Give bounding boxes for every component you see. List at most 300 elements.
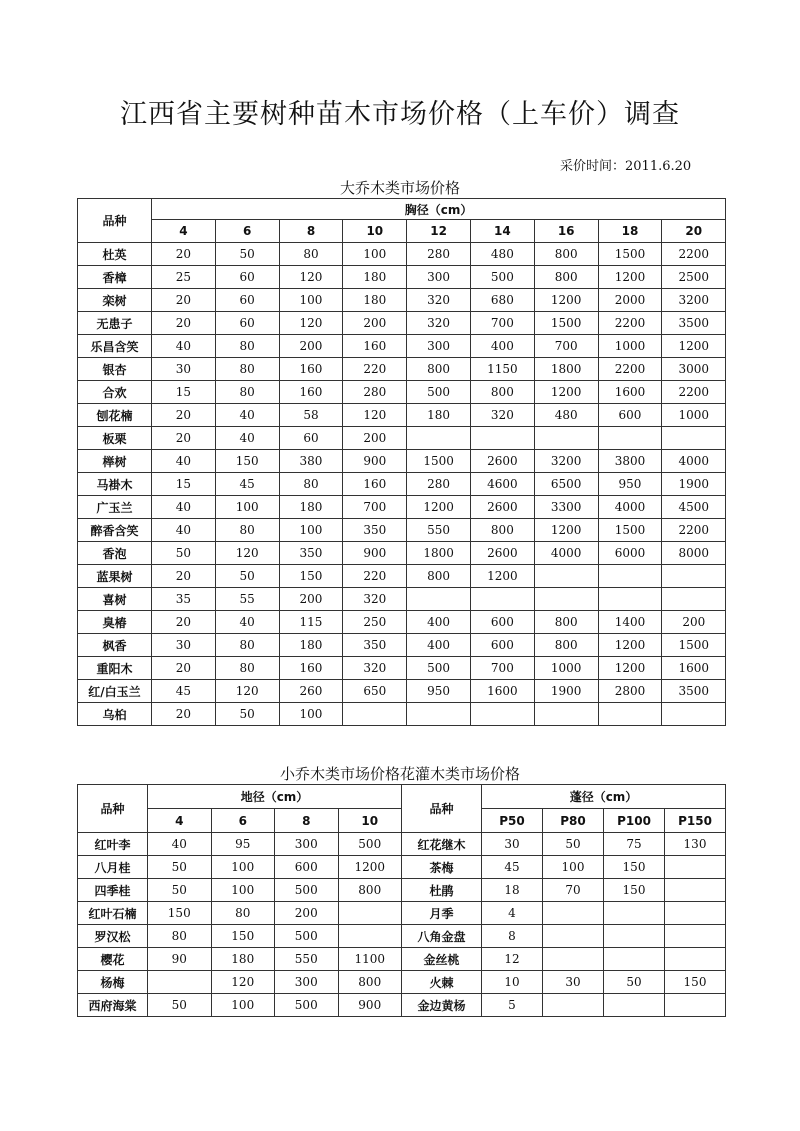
- price-cell: 280: [343, 381, 407, 404]
- price-cell: 200: [275, 902, 339, 925]
- size-header: 18: [598, 220, 662, 243]
- price-cell: 80: [148, 925, 212, 948]
- price-cell: 350: [343, 519, 407, 542]
- price-cell: 1200: [598, 657, 662, 680]
- size-header: 8: [275, 809, 339, 833]
- price-cell: 650: [343, 680, 407, 703]
- price-cell: 1200: [662, 335, 726, 358]
- price-cell: 120: [215, 542, 279, 565]
- price-cell: 300: [407, 335, 471, 358]
- variety-name: 金边黄杨: [402, 994, 482, 1017]
- price-cell: 800: [338, 879, 402, 902]
- variety-name: 马褂木: [78, 473, 152, 496]
- header-row: [78, 199, 726, 220]
- variety-name: 合欢: [78, 381, 152, 404]
- price-cell: 400: [407, 611, 471, 634]
- price-cell: 500: [407, 657, 471, 680]
- price-cell: 100: [279, 289, 343, 312]
- price-cell: 400: [470, 335, 534, 358]
- price-cell: 900: [343, 450, 407, 473]
- price-cell: 4000: [534, 542, 598, 565]
- price-cell: 1200: [598, 266, 662, 289]
- price-cell: 300: [407, 266, 471, 289]
- price-cell: [598, 588, 662, 611]
- price-cell: [543, 948, 604, 971]
- price-cell: 50: [148, 856, 212, 879]
- price-cell: 20: [152, 657, 216, 680]
- price-cell: 45: [152, 680, 216, 703]
- price-cell: 800: [534, 266, 598, 289]
- variety-name: 火棘: [402, 971, 482, 994]
- price-cell: 40: [148, 833, 212, 856]
- price-cell: 200: [343, 312, 407, 335]
- size-header: 4: [152, 220, 216, 243]
- table-row: [402, 948, 726, 971]
- price-cell: 50: [215, 243, 279, 266]
- price-cell: 160: [279, 657, 343, 680]
- price-cell: 90: [148, 948, 212, 971]
- price-cell: 800: [534, 634, 598, 657]
- price-cell: [470, 588, 534, 611]
- price-cell: 1200: [534, 519, 598, 542]
- table-row: [78, 450, 726, 473]
- price-cell: 800: [470, 381, 534, 404]
- price-cell: 80: [215, 381, 279, 404]
- variety-name: 月季: [402, 902, 482, 925]
- price-cell: 60: [215, 266, 279, 289]
- price-cell: 1150: [470, 358, 534, 381]
- small-trees-table: [77, 784, 402, 1017]
- price-cell: 350: [279, 542, 343, 565]
- price-cell: 1500: [662, 634, 726, 657]
- size-header: P50: [482, 809, 543, 833]
- variety-name: 樱花: [78, 948, 148, 971]
- name-header: 品种: [78, 785, 148, 833]
- price-cell: 120: [279, 312, 343, 335]
- table-row: [78, 519, 726, 542]
- price-cell: 320: [407, 312, 471, 335]
- price-cell: [534, 588, 598, 611]
- price-cell: [665, 856, 726, 879]
- price-cell: 1500: [407, 450, 471, 473]
- price-cell: 80: [215, 634, 279, 657]
- big-trees-caption: 大乔木类市场价格: [339, 179, 460, 197]
- table-row: [402, 833, 726, 856]
- price-cell: 800: [470, 519, 534, 542]
- price-cell: 60: [279, 427, 343, 450]
- table-row: [402, 925, 726, 948]
- price-cell: 5: [482, 994, 543, 1017]
- price-cell: 45: [482, 856, 543, 879]
- price-cell: 500: [470, 266, 534, 289]
- price-cell: 600: [598, 404, 662, 427]
- price-cell: 950: [407, 680, 471, 703]
- price-cell: 1100: [338, 948, 402, 971]
- price-cell: 80: [215, 519, 279, 542]
- price-cell: 75: [604, 833, 665, 856]
- price-cell: 280: [407, 473, 471, 496]
- variety-name: 乌桕: [78, 703, 152, 726]
- price-cell: 80: [215, 358, 279, 381]
- price-cell: 6500: [534, 473, 598, 496]
- table-row: [78, 266, 726, 289]
- price-cell: [470, 703, 534, 726]
- price-cell: 200: [279, 588, 343, 611]
- price-cell: 100: [215, 496, 279, 519]
- price-cell: 150: [665, 971, 726, 994]
- price-cell: 15: [152, 381, 216, 404]
- price-cell: 1400: [598, 611, 662, 634]
- price-cell: 15: [152, 473, 216, 496]
- price-cell: 1900: [662, 473, 726, 496]
- price-cell: 100: [279, 519, 343, 542]
- price-cell: 20: [152, 404, 216, 427]
- price-cell: 100: [343, 243, 407, 266]
- table-row: [78, 971, 402, 994]
- price-cell: 120: [211, 971, 275, 994]
- price-cell: 150: [604, 879, 665, 902]
- table-row: [78, 289, 726, 312]
- variety-name: 银杏: [78, 358, 152, 381]
- group-header: 地径（cm）: [148, 785, 402, 809]
- name-header: 品种: [78, 199, 152, 243]
- price-cell: 2200: [662, 243, 726, 266]
- price-cell: 1200: [407, 496, 471, 519]
- table-row: [402, 856, 726, 879]
- price-cell: 1200: [534, 381, 598, 404]
- table-row: [78, 680, 726, 703]
- shrubs-table: [401, 784, 726, 1017]
- price-cell: 4500: [662, 496, 726, 519]
- price-cell: 3200: [662, 289, 726, 312]
- variety-name: 乐昌含笑: [78, 335, 152, 358]
- price-cell: 20: [152, 427, 216, 450]
- price-cell: 1600: [470, 680, 534, 703]
- size-header: 8: [279, 220, 343, 243]
- price-cell: 600: [275, 856, 339, 879]
- price-cell: 1800: [534, 358, 598, 381]
- price-cell: 160: [279, 381, 343, 404]
- price-cell: 20: [152, 611, 216, 634]
- variety-name: 红花继木: [402, 833, 482, 856]
- price-cell: 700: [343, 496, 407, 519]
- price-cell: 800: [534, 243, 598, 266]
- price-cell: 550: [407, 519, 471, 542]
- price-cell: 500: [407, 381, 471, 404]
- price-cell: 700: [534, 335, 598, 358]
- price-cell: 20: [152, 243, 216, 266]
- price-cell: [407, 703, 471, 726]
- variety-name: 臭椿: [78, 611, 152, 634]
- price-cell: 320: [343, 588, 407, 611]
- variety-name: 醉香含笑: [78, 519, 152, 542]
- price-cell: 260: [279, 680, 343, 703]
- table-row: [78, 243, 726, 266]
- price-cell: 80: [215, 657, 279, 680]
- variety-name: 喜树: [78, 588, 152, 611]
- price-cell: [343, 703, 407, 726]
- price-cell: [665, 994, 726, 1017]
- name-header: 品种: [402, 785, 482, 833]
- price-cell: 30: [152, 634, 216, 657]
- variety-name: 红/白玉兰: [78, 680, 152, 703]
- price-cell: 1500: [534, 312, 598, 335]
- price-cell: 3200: [534, 450, 598, 473]
- price-cell: 100: [211, 856, 275, 879]
- price-cell: 1500: [598, 519, 662, 542]
- price-cell: 30: [482, 833, 543, 856]
- table-row: [402, 879, 726, 902]
- price-cell: 40: [215, 611, 279, 634]
- price-cell: 50: [604, 971, 665, 994]
- variety-name: 茶梅: [402, 856, 482, 879]
- price-cell: [534, 565, 598, 588]
- price-cell: [662, 588, 726, 611]
- variety-name: 西府海棠: [78, 994, 148, 1017]
- price-cell: 320: [343, 657, 407, 680]
- price-cell: 320: [470, 404, 534, 427]
- price-cell: 1000: [662, 404, 726, 427]
- price-cell: 600: [470, 634, 534, 657]
- price-cell: 10: [482, 971, 543, 994]
- price-cell: 1000: [534, 657, 598, 680]
- price-cell: 800: [534, 611, 598, 634]
- price-cell: 1200: [534, 289, 598, 312]
- price-cell: 950: [598, 473, 662, 496]
- price-cell: 4: [482, 902, 543, 925]
- price-cell: 500: [275, 994, 339, 1017]
- variety-name: 板栗: [78, 427, 152, 450]
- price-cell: [407, 588, 471, 611]
- price-cell: 20: [152, 312, 216, 335]
- price-cell: 80: [279, 473, 343, 496]
- size-header: 10: [338, 809, 402, 833]
- price-cell: 180: [343, 289, 407, 312]
- size-header: 10: [343, 220, 407, 243]
- variety-name: 刨花楠: [78, 404, 152, 427]
- price-cell: [598, 565, 662, 588]
- table-row: [78, 948, 402, 971]
- table-row: [78, 404, 726, 427]
- price-cell: 2800: [598, 680, 662, 703]
- table-row: [78, 335, 726, 358]
- price-cell: 800: [407, 358, 471, 381]
- price-cell: 40: [152, 335, 216, 358]
- price-cell: [407, 427, 471, 450]
- price-cell: 130: [665, 833, 726, 856]
- price-cell: 200: [279, 335, 343, 358]
- price-cell: 30: [152, 358, 216, 381]
- price-cell: 1600: [598, 381, 662, 404]
- variety-name: 杜英: [78, 243, 152, 266]
- price-cell: [665, 879, 726, 902]
- price-cell: 80: [211, 902, 275, 925]
- price-cell: [470, 427, 534, 450]
- price-cell: 35: [152, 588, 216, 611]
- price-cell: 80: [215, 335, 279, 358]
- table-row: [402, 994, 726, 1017]
- price-cell: 4000: [662, 450, 726, 473]
- price-cell: 480: [470, 243, 534, 266]
- price-cell: [662, 703, 726, 726]
- price-cell: [662, 427, 726, 450]
- price-cell: 2000: [598, 289, 662, 312]
- price-cell: 150: [279, 565, 343, 588]
- price-cell: 180: [407, 404, 471, 427]
- price-cell: 150: [211, 925, 275, 948]
- price-cell: 2600: [470, 450, 534, 473]
- size-header: 16: [534, 220, 598, 243]
- variety-name: 无患子: [78, 312, 152, 335]
- price-cell: 2200: [598, 358, 662, 381]
- price-cell: 320: [407, 289, 471, 312]
- price-cell: 120: [343, 404, 407, 427]
- price-cell: 1200: [470, 565, 534, 588]
- price-cell: 700: [470, 312, 534, 335]
- lower-caption: 小乔木类市场价格花灌木类市场价格: [279, 765, 520, 783]
- price-cell: 50: [148, 994, 212, 1017]
- table-row: [78, 657, 726, 680]
- price-cell: 2200: [662, 381, 726, 404]
- price-cell: 1200: [598, 634, 662, 657]
- header-row: [78, 785, 402, 809]
- price-cell: 40: [215, 404, 279, 427]
- price-cell: [604, 994, 665, 1017]
- table-row: [78, 473, 726, 496]
- size-header: P80: [543, 809, 604, 833]
- table-row: [78, 381, 726, 404]
- table-row: [78, 358, 726, 381]
- price-cell: 60: [215, 312, 279, 335]
- table-row: [78, 634, 726, 657]
- price-cell: 3000: [662, 358, 726, 381]
- price-cell: 30: [543, 971, 604, 994]
- table-row: [78, 565, 726, 588]
- price-cell: 700: [470, 657, 534, 680]
- table-row: [78, 542, 726, 565]
- table-row: [78, 427, 726, 450]
- price-cell: 1800: [407, 542, 471, 565]
- price-cell: 380: [279, 450, 343, 473]
- price-cell: [543, 925, 604, 948]
- price-cell: [598, 427, 662, 450]
- variety-name: 罗汉松: [78, 925, 148, 948]
- big-trees-body: [78, 199, 726, 726]
- price-cell: 50: [148, 879, 212, 902]
- price-cell: 160: [343, 335, 407, 358]
- size-header: 20: [662, 220, 726, 243]
- price-cell: 300: [275, 971, 339, 994]
- variety-name: 红叶李: [78, 833, 148, 856]
- price-cell: [148, 971, 212, 994]
- price-cell: 95: [211, 833, 275, 856]
- price-cell: 3300: [534, 496, 598, 519]
- price-cell: 6000: [598, 542, 662, 565]
- variety-name: 广玉兰: [78, 496, 152, 519]
- table-row: [402, 902, 726, 925]
- price-cell: 55: [215, 588, 279, 611]
- price-cell: 50: [543, 833, 604, 856]
- price-cell: 20: [152, 703, 216, 726]
- price-cell: 180: [279, 634, 343, 657]
- price-cell: 350: [343, 634, 407, 657]
- table-row: [78, 925, 402, 948]
- price-cell: 20: [152, 289, 216, 312]
- price-cell: 250: [343, 611, 407, 634]
- variety-name: 八角金盘: [402, 925, 482, 948]
- price-cell: 2500: [662, 266, 726, 289]
- size-header: P100: [604, 809, 665, 833]
- price-cell: 220: [343, 565, 407, 588]
- price-cell: 50: [215, 703, 279, 726]
- price-cell: [604, 902, 665, 925]
- price-cell: 70: [543, 879, 604, 902]
- price-cell: 8000: [662, 542, 726, 565]
- price-cell: [543, 994, 604, 1017]
- price-cell: 480: [534, 404, 598, 427]
- price-cell: 500: [275, 925, 339, 948]
- price-cell: 18: [482, 879, 543, 902]
- price-cell: 200: [343, 427, 407, 450]
- price-cell: 40: [152, 519, 216, 542]
- price-cell: [665, 925, 726, 948]
- price-cell: 4600: [470, 473, 534, 496]
- price-cell: 150: [604, 856, 665, 879]
- price-cell: [543, 902, 604, 925]
- price-cell: 100: [543, 856, 604, 879]
- variety-name: 杨梅: [78, 971, 148, 994]
- price-cell: 40: [215, 427, 279, 450]
- price-cell: [604, 948, 665, 971]
- price-cell: 1500: [598, 243, 662, 266]
- big-trees-table: [77, 198, 726, 726]
- price-cell: [338, 902, 402, 925]
- page-title: 江西省主要树种苗木市场价格（上车价）调查: [120, 99, 680, 130]
- table-row: [78, 703, 726, 726]
- variety-name: 香樟: [78, 266, 152, 289]
- price-cell: 180: [211, 948, 275, 971]
- price-cell: 2200: [662, 519, 726, 542]
- price-cell: 550: [275, 948, 339, 971]
- price-cell: 680: [470, 289, 534, 312]
- group-header: 胸径（cm）: [152, 199, 726, 220]
- price-cell: 500: [338, 833, 402, 856]
- price-cell: [662, 565, 726, 588]
- price-cell: 220: [343, 358, 407, 381]
- variety-name: 榉树: [78, 450, 152, 473]
- table-row: [78, 312, 726, 335]
- price-cell: 1900: [534, 680, 598, 703]
- price-cell: 100: [211, 879, 275, 902]
- price-cell: [665, 948, 726, 971]
- variety-name: 八月桂: [78, 856, 148, 879]
- table-row: [78, 588, 726, 611]
- table-row: [78, 496, 726, 519]
- price-cell: 1600: [662, 657, 726, 680]
- table-row: [78, 611, 726, 634]
- price-cell: 45: [215, 473, 279, 496]
- price-cell: [534, 703, 598, 726]
- table-row: [78, 833, 402, 856]
- table-row: [78, 856, 402, 879]
- price-cell: 120: [279, 266, 343, 289]
- price-cell: 800: [407, 565, 471, 588]
- price-cell: 180: [279, 496, 343, 519]
- variety-name: 栾树: [78, 289, 152, 312]
- survey-date: 采价时间：2011.6.20: [560, 159, 692, 174]
- size-header: 12: [407, 220, 471, 243]
- group-header: 蓬径（cm）: [482, 785, 726, 809]
